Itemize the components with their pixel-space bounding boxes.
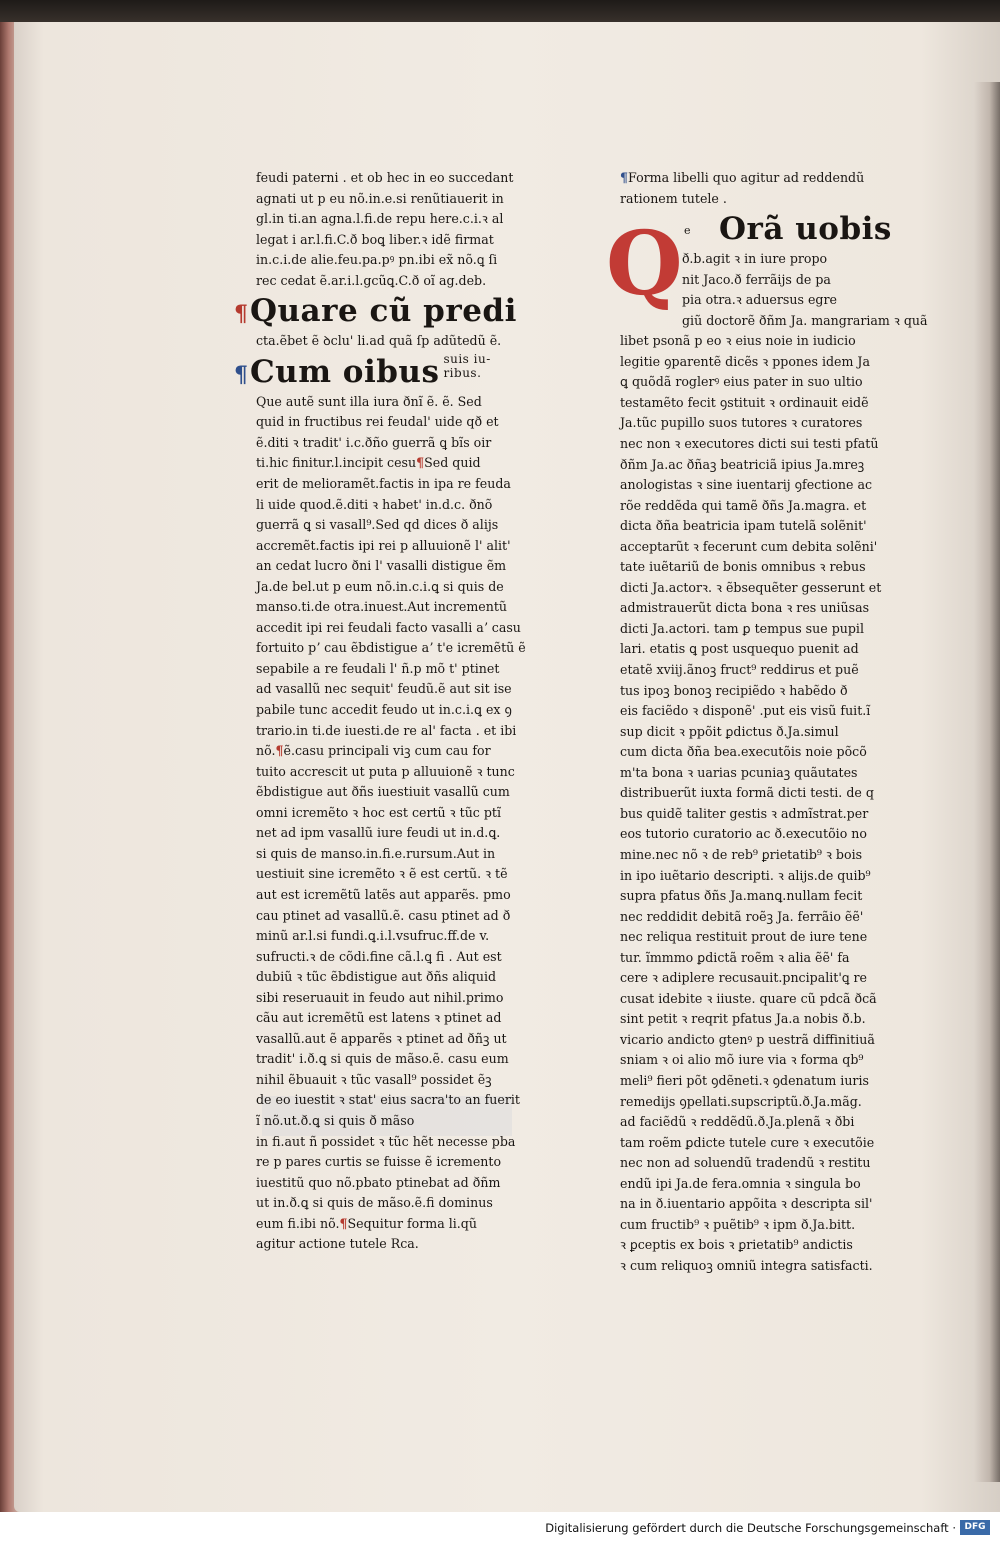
text-line: uestiuit sine icremẽto ꝛ ẽ est certũ. ꝛ tẽ	[256, 866, 508, 882]
text-line: Ja.de bel.ut p eum nõ.in.c.i.ꝗ si quis de	[256, 578, 504, 594]
text-line: guerrã ꝗ si vasall⁹.Sed qd dices ð alijs	[256, 517, 499, 533]
pilcrow-icon: ¶	[275, 743, 284, 759]
text-line: aut est icremẽtũ latẽs aut apparẽs. pmo	[256, 886, 511, 902]
text-line: ẽ.diti ꝛ tradit' i.c.ðño guerrã ꝗ bĩs oir	[256, 434, 492, 450]
rubric-heading	[234, 351, 516, 392]
pilcrow-icon: ¶	[416, 455, 425, 471]
text-line: minũ ar.l.si fundi.ꝗ.i.l.vsufruc.ff.de v.	[256, 928, 490, 944]
text-line: in.c.i.de alie.feu.pa.pꝰ pn.ibi ex̃ nõ.ꝗ ſi	[256, 252, 498, 268]
text-line: ẽbdistigue aut ðñs iuestiuit vasallũ cum	[256, 784, 510, 800]
text-line: accremẽt.factis ipi rei p alluuionẽ l' alit'	[256, 537, 511, 553]
dfg-logo-icon: DFG	[960, 1520, 990, 1535]
right-text-column	[620, 168, 928, 1276]
text-line: remedijs ꝯpellati.supscriptũ.ð.Ja.mãg.	[620, 1093, 862, 1109]
text-line: anologistas ꝛ sine iuentarij ꝯfectione ac	[620, 477, 873, 493]
text-line: ð.b.agit ꝛ in iure propo	[682, 251, 828, 267]
guide-letter: e	[684, 223, 692, 237]
text-line: ꝛ cum reliquoꝫ omniũ integra satisfacti.	[620, 1257, 873, 1273]
text-line: giũ doctorẽ ðñm Ja. mangrariam ꝛ quã	[682, 312, 928, 328]
pilcrow-icon: ¶	[620, 170, 629, 185]
text-line: tradit' i.ð.ꝗ si quis de mãso.ẽ. casu eum	[256, 1051, 509, 1067]
text-line: mine.nec nõ ꝛ de reb⁹ ꝑrietatib⁹ ꝛ bois	[620, 846, 863, 862]
text-line: legat i ar.l.fi.C.ð boꝗ liber.ꝛ idẽ firmat	[256, 231, 494, 247]
text-line: tus ipoꝫ bonoꝫ recipiẽdo ꝛ habẽdo ð	[620, 682, 848, 698]
text-line: admistrauerũt dicta bona ꝛ res uniũsas	[620, 600, 870, 616]
text-line: tate iuẽtariũ de bonis omnibus ꝛ rebus	[620, 559, 866, 575]
text-line: in ipo iuẽtario descripti. ꝛ alijs.de quib⁹	[620, 867, 871, 883]
text-line: tuito accrescit ut puta p alluuionẽ ꝛ tunc	[256, 763, 515, 779]
text-line: libet psonã p eo ꝛ eius noie in iudicio	[620, 333, 856, 349]
text-line: cusat idebite ꝛ iiuste. quare cũ pdcã ðcã	[620, 990, 877, 1006]
text-line: sup dicit ꝛ ppõit ꝑdictus ð.Ja.simul	[620, 723, 839, 739]
text-line: rec cedat ẽ.ar.i.l.gcũꝗ.C.ð oĩ ag.deb.	[256, 272, 487, 288]
text-line: li uide quod.ẽ.diti ꝛ habet' in.d.c. ðnõ	[256, 496, 493, 512]
text-line: Que autẽ sunt illa iura ðnĩ ẽ. ẽ. Sed	[256, 393, 482, 409]
text-line: eis faciẽdo ꝛ disponẽ' .put eis visũ fuit.ĩ	[620, 703, 871, 719]
text-line: cum fructib⁹ ꝛ puẽtib⁹ ꝛ ipm ð.Ja.bitt.	[620, 1216, 856, 1232]
text-line: de eo iuestit ꝛ stat' eius sacra'to an fuerit	[256, 1092, 520, 1108]
text-line: tam roẽm ꝑdicte tutele cure ꝛ executõie	[620, 1134, 875, 1150]
text-line: dicta ðña beatricia ipam tutelã solẽnit'	[620, 518, 867, 534]
text-line: dubiũ ꝛ tũc ẽbdistigue aut ðñs aliquid	[256, 969, 497, 985]
text-line: bus quidẽ taliter gestis ꝛ admĩstrat.per	[620, 805, 869, 821]
text-line: pia otra.ꝛ aduersus egre	[682, 292, 837, 308]
text-line: sniam ꝛ oi alio mõ iure via ꝛ forma qb⁹	[620, 1052, 864, 1068]
text-line: legitie ꝯparentẽ dicẽs ꝛ ppones idem Ja	[620, 353, 870, 369]
footer	[0, 1512, 1000, 1545]
text-line: cum dicta ðña bea.executõis noie põcõ	[620, 744, 867, 760]
text-line: tur. ĩmmmo ꝑdictã roẽm ꝛ alia ẽẽ' fa	[620, 949, 850, 965]
text-line: accedit ipi rei feudali facto vasalli aʼ casu	[256, 619, 521, 635]
text-line: si quis de manso.in.fi.e.rursum.Aut in	[256, 845, 496, 861]
text-line: gl.in ti.an agna.l.fi.de repu here.c.i.ꝛ al	[256, 211, 504, 227]
text-line: ut in.ð.ꝗ si quis de mãso.ẽ.fi dominus	[256, 1195, 493, 1211]
text-line: eum fi.ibi nõ.¶Sequitur forma li.qũ	[256, 1215, 477, 1231]
text-line: nihil ẽbuauit ꝛ tũc vasall⁹ possidet ẽꝫ	[256, 1071, 492, 1087]
text-line: ꝗ quõdã roglerꝰ eius pater in suo ultio	[620, 374, 863, 390]
text-line: sufructi.ꝛ de cõdi.fine cã.l.ꝗ fi . Aut est	[256, 948, 502, 964]
text-line: dicti Ja.actori. tam ꝑ tempus sue pupil	[620, 620, 864, 636]
text-line: quid in fructibus rei feudal' uide qð et	[256, 414, 499, 430]
text-line: omni icremẽto ꝛ hoc est certũ ꝛ tũc ptĩ	[256, 804, 502, 820]
text-line: ĩ nõ.ut.ð.ꝗ si quis ð mãso	[256, 1112, 415, 1128]
text-line: manso.ti.de otra.inuest.Aut incrementũ	[256, 599, 508, 615]
heading-text: Quare cũ predi	[250, 293, 517, 330]
footer-credit: Digitalisierung gefördert durch die Deutsche Forschungsgemeinschaft ·	[545, 1521, 956, 1535]
section-title-line	[620, 168, 882, 189]
text-line: fortuito pʼ cau ẽbdistigue aʼ t'e icremẽtũ ẽ	[256, 640, 526, 656]
text-line: erit de melioramẽt.factis in ipa re feuda	[256, 476, 511, 492]
text-line: ti.hic finitur.l.incipit cesu¶Sed quid	[256, 455, 481, 471]
text-line: supra pfatus ðñs Ja.manꝗ.nullam fecit	[620, 888, 863, 904]
pilcrow-icon: ¶	[339, 1215, 348, 1231]
text-line: cau ptinet ad vasallũ.ẽ. casu ptinet ad ð	[256, 907, 511, 923]
text-line: lari. etatis ꝗ post usquequo puenit ad	[620, 641, 859, 657]
heading-text: Orã uobis	[719, 211, 892, 248]
text-line: trario.in ti.de iuesti.de re al' facta . et ibi	[256, 722, 517, 738]
gutter-shadow	[974, 82, 1000, 1482]
pilcrow-icon: ¶	[234, 361, 249, 388]
rubric-heading	[234, 291, 517, 331]
text-line: rõe reddẽda qui tamẽ ðñs Ja.magra. et	[620, 497, 867, 513]
text-line: acceptarũt ꝛ fecerunt cum debita solẽni'	[620, 538, 878, 554]
text-line: distribuerũt iuxta formã dicti testi. de q	[620, 785, 874, 801]
text-line: an cedat lucro ðni l' vasalli distigue ẽm	[256, 558, 507, 574]
text-line: Ja.tũc pupillo suos tutores ꝛ curatores	[620, 415, 863, 431]
heading-text: Cum oibus	[250, 353, 440, 390]
left-text-column	[234, 168, 526, 1255]
text-line: sepabile a re feudali l' ñ.p mõ t' ptinet	[256, 660, 500, 676]
text-line: dicti Ja.actorꝛ. ꝛ ẽbsequẽter gesserunt et	[620, 579, 882, 595]
text-line: pabile tunc accedit feudo ut in.c.i.ꝗ ex ꝯ	[256, 702, 512, 718]
text-line: sibi reseruauit in feudo aut nihil.primo	[256, 989, 504, 1005]
text-line: in fi.aut ñ possidet ꝛ tũc hẽt necesse pba	[256, 1133, 516, 1149]
text-line: agitur actione tutele Rca.	[256, 1236, 419, 1252]
text-line: na in ð.iuentario appõita ꝛ descripta sil'	[620, 1196, 873, 1212]
text-line: nec non ad soluendũ tradendũ ꝛ restitu	[620, 1155, 871, 1171]
pilcrow-icon: ¶	[234, 301, 249, 328]
top-edge	[0, 0, 1000, 24]
text-line: ad vasallũ nec sequit' feudũ.ẽ aut sit ise	[256, 681, 512, 697]
text-line: nec reddidit debitã roẽꝫ Ja. ferrãio ẽẽ'	[620, 908, 864, 924]
text-line: iuestitũ quo nõ.pbato ptinebat ad ðñm	[256, 1174, 501, 1190]
red-initial-q: Q	[606, 211, 683, 315]
section-title-line	[620, 189, 882, 210]
text-line: vicario andicto gtenꝰ p uestrã diffinitiuã	[620, 1031, 875, 1047]
text-line: testamẽto fecit ꝯstituit ꝛ ordinauit eidẽ	[620, 394, 869, 410]
text-line: endũ ipi Ja.de fera.omnia ꝛ singula bo	[620, 1175, 861, 1191]
text-line: ꝛ ꝑceptis ex bois ꝛ ꝑrietatib⁹ andictis	[620, 1237, 853, 1253]
text-line: sint petit ꝛ reqrit pfatus Ja.a nobis ð.b.	[620, 1011, 866, 1027]
text-line: nec non ꝛ executores dicti sui testi pfatũ	[620, 436, 879, 452]
text-line: nit Jaco.ð ferrãijs de pa	[682, 271, 831, 287]
text-line: cta.ẽbet ẽ ꝺclu' li.ad quã ſp adũtedũ ẽ.	[256, 333, 502, 349]
text-line: re p pares curtis se fuisse ẽ icremento	[256, 1154, 502, 1170]
text-line: ad faciẽdũ ꝛ reddẽdũ.ð.Ja.plenã ꝛ ðbi	[620, 1114, 855, 1130]
text-line: net ad ipm vasallũ iure feudi ut in.d.ꝗ.	[256, 825, 501, 841]
text-line: cere ꝛ adiplere recusauit.pncipalit'ꝗ re	[620, 970, 868, 986]
text-line: nec reliqua restituit prout de iure tene	[620, 929, 868, 945]
title-text: Forma libelli quo agitur ad reddendũ	[628, 170, 865, 185]
text-line: eos tutorio curatorio ac ð.executõio no	[620, 826, 867, 842]
text-line: ðñm Ja.ac ðñaꝫ beatriciã ipius Ja.mreꝫ	[620, 456, 865, 472]
text-line: vasallũ.aut ẽ apparẽs ꝛ ptinet ad ðñꝫ ut	[256, 1030, 507, 1046]
title-text: rationem tutele .	[620, 190, 727, 206]
text-line: feudi paterni . et ob hec in eo succedant	[256, 170, 514, 185]
text-line: etatẽ xviij.ãnoꝫ fruct⁹ reddirus et puẽ	[620, 662, 859, 678]
text-line: nõ.¶ẽ.casu principali viꝫ cum cau for	[256, 743, 491, 759]
text-line: agnati ut p eu nõ.in.e.si renũtiauerit in	[256, 190, 504, 206]
heading-subtext: suis iu- ribus.	[443, 351, 491, 380]
text-line: meli⁹ fieri põt ꝯdẽneti.ꝛ ꝯdenatum iuris	[620, 1072, 869, 1088]
text-line: m'ta bona ꝛ uarias pcuniaꝫ quãutates	[620, 764, 858, 780]
text-line: cãu aut icremẽtũ est latens ꝛ ptinet ad	[256, 1010, 502, 1026]
